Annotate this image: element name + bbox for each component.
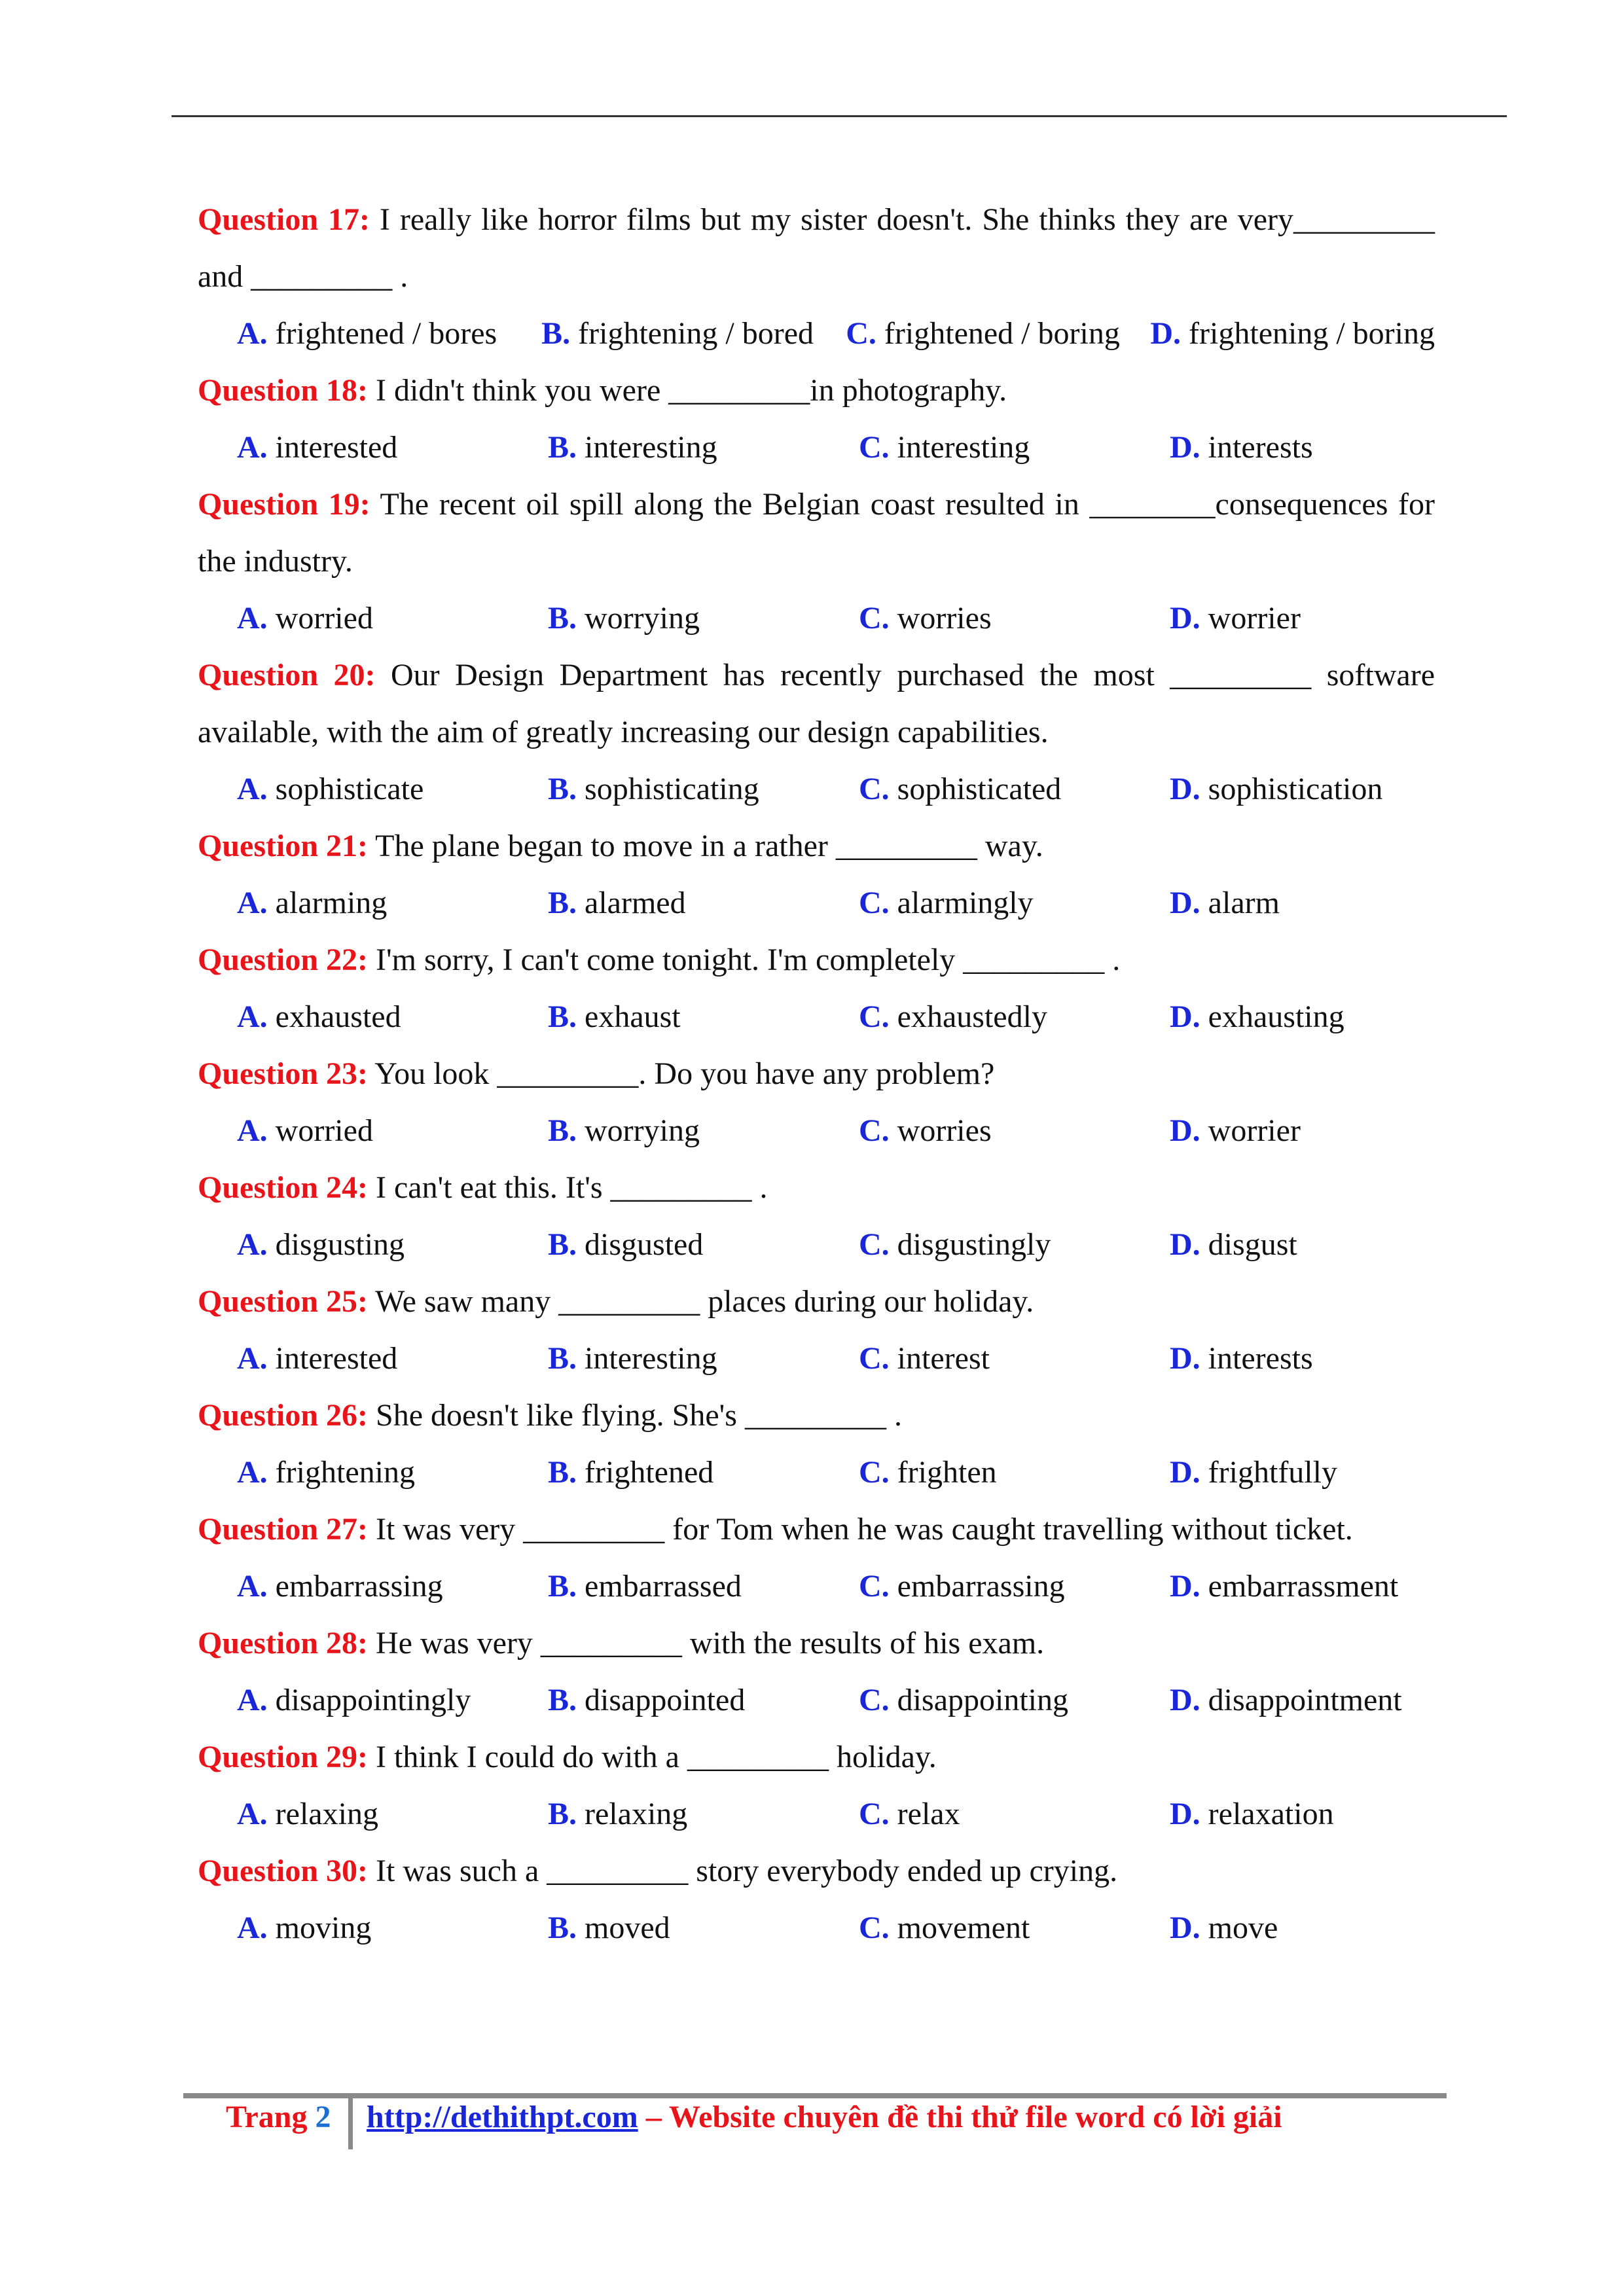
question-text: I really like horror films but my sister doesn't. She thinks they are very_________ and _________ . (198, 202, 1435, 294)
option-text: sophisticated (897, 772, 1062, 806)
question-number: Question 20: (198, 658, 376, 692)
option-letter: A. (237, 1113, 268, 1148)
answer-option[interactable] (1170, 1558, 1398, 1615)
option-letter: A. (237, 601, 268, 636)
question-text: I didn't think you were _________in photography. (376, 373, 1007, 408)
question-text: The recent oil spill along the Belgian coast resulted in ________consequences for the industry. (198, 487, 1435, 579)
option-text: disgust (1208, 1227, 1297, 1262)
option-letter: B. (548, 772, 577, 806)
option-letter: D. (1170, 601, 1200, 636)
option-text: moved (585, 1910, 670, 1945)
option-text: frightfully (1208, 1455, 1337, 1490)
option-letter: A. (237, 1341, 268, 1376)
answer-options (198, 1785, 1435, 1842)
answer-option[interactable] (237, 590, 548, 647)
question-stem (198, 476, 1435, 590)
option-text: worried (275, 601, 373, 636)
answer-option[interactable] (237, 761, 548, 817)
option-letter: D. (1170, 1683, 1200, 1717)
option-letter: D. (1170, 1797, 1200, 1831)
option-letter: A. (237, 1910, 268, 1945)
question-number: Question 27: (198, 1512, 369, 1547)
answer-option[interactable] (859, 1444, 1170, 1501)
answer-option[interactable] (237, 988, 548, 1045)
question-stem (198, 1045, 1435, 1102)
option-letter: C. (859, 1341, 890, 1376)
answer-option[interactable] (1170, 1330, 1313, 1387)
question-number: Question 23: (198, 1056, 369, 1091)
option-letter: C. (859, 1797, 890, 1831)
answer-option[interactable] (541, 305, 846, 362)
question-text: The plane began to move in a rather _________ way. (375, 829, 1043, 863)
option-text: interesting (585, 430, 717, 465)
page-label: Trang (226, 2100, 308, 2134)
question-block (198, 931, 1435, 1045)
option-text: relax (897, 1797, 960, 1831)
answer-option[interactable] (1170, 874, 1280, 931)
option-letter: B. (548, 430, 577, 465)
question-text: She doesn't like flying. She's _________ . (376, 1398, 902, 1433)
option-letter: B. (548, 1227, 577, 1262)
question-stem (198, 1387, 1435, 1444)
option-text: worries (897, 601, 992, 636)
question-stem (198, 931, 1435, 988)
option-letter: C. (859, 1455, 890, 1490)
answer-option[interactable] (237, 305, 541, 362)
option-letter: A. (237, 1455, 268, 1490)
answer-option[interactable] (1150, 305, 1435, 362)
option-text: disgusted (585, 1227, 704, 1262)
question-stem (198, 1159, 1435, 1216)
page-number: 2 (315, 2100, 331, 2134)
option-letter: B. (548, 1113, 577, 1148)
answer-option[interactable] (859, 874, 1170, 931)
option-letter: C. (859, 1569, 890, 1604)
option-text: exhaust (585, 999, 681, 1034)
option-letter: A. (237, 999, 268, 1034)
question-number: Question 18: (198, 373, 369, 408)
option-letter: A. (237, 430, 268, 465)
option-letter: B. (548, 1455, 577, 1490)
option-letter: A. (237, 1227, 268, 1262)
answer-option[interactable] (859, 590, 1170, 647)
answer-option[interactable] (548, 1785, 859, 1842)
option-text: interesting (897, 430, 1030, 465)
answer-options (198, 1444, 1435, 1501)
question-stem (198, 362, 1435, 419)
option-text: alarm (1208, 886, 1280, 920)
answer-option[interactable] (237, 1444, 548, 1501)
answer-option[interactable] (237, 1102, 548, 1159)
answer-option[interactable] (859, 1899, 1170, 1956)
website-link[interactable]: http://dethithpt.com (367, 2100, 638, 2134)
question-block (198, 1159, 1435, 1273)
question-stem (198, 647, 1435, 761)
option-letter: D. (1170, 430, 1200, 465)
answer-option[interactable] (548, 1672, 859, 1729)
option-text: worrying (585, 601, 700, 636)
question-number: Question 30: (198, 1854, 369, 1888)
question-block (198, 476, 1435, 647)
option-text: worrier (1208, 1113, 1301, 1148)
option-letter: C. (859, 1910, 890, 1945)
option-text: relaxing (585, 1797, 688, 1831)
question-number: Question 24: (198, 1170, 369, 1205)
question-text: It was very _________ for Tom when he was caught travelling without ticket. (376, 1512, 1353, 1547)
question-text: Our Design Department has recently purchased the most _________ software available, with the aim of greatly increasing our design capabilities. (198, 658, 1435, 749)
option-letter: C. (859, 886, 890, 920)
answer-option[interactable] (548, 1330, 859, 1387)
option-text: interested (275, 430, 398, 465)
option-text: frightening (275, 1455, 415, 1490)
option-letter: D. (1170, 999, 1200, 1034)
question-number: Question 26: (198, 1398, 369, 1433)
option-text: frightening / boring (1189, 316, 1435, 351)
answer-option[interactable] (1170, 1444, 1337, 1501)
option-letter: C. (859, 999, 890, 1034)
option-text: frightened / boring (884, 316, 1120, 351)
option-text: alarming (275, 886, 388, 920)
option-letter: D. (1150, 316, 1182, 351)
answer-option[interactable] (237, 1785, 548, 1842)
answer-option[interactable] (1170, 1216, 1297, 1273)
answer-option[interactable] (237, 1216, 548, 1273)
answer-option[interactable] (859, 1216, 1170, 1273)
answer-options (198, 1558, 1435, 1615)
answer-option[interactable] (859, 1558, 1170, 1615)
option-letter: A. (237, 316, 268, 351)
answer-options (198, 305, 1435, 362)
option-letter: C. (859, 601, 890, 636)
question-block (198, 1729, 1435, 1842)
question-block (198, 191, 1435, 362)
question-block (198, 1501, 1435, 1615)
answer-option[interactable] (548, 1558, 859, 1615)
option-text: disgusting (275, 1227, 405, 1262)
question-block (198, 1615, 1435, 1729)
option-text: sophisticating (585, 772, 759, 806)
question-text: I think I could do with a _________ holiday. (376, 1740, 937, 1774)
option-letter: D. (1170, 886, 1200, 920)
answer-option[interactable] (859, 988, 1170, 1045)
question-number: Question 21: (198, 829, 369, 863)
option-letter: B. (541, 316, 571, 351)
option-text: frightening / bored (578, 316, 814, 351)
option-text: alarmingly (897, 886, 1034, 920)
option-letter: B. (548, 1569, 577, 1604)
option-letter: B. (548, 1910, 577, 1945)
option-letter: B. (548, 999, 577, 1034)
option-letter: A. (237, 1569, 268, 1604)
footer-tagline: – Website chuyên đề thi thử file word có lời giải (638, 2100, 1282, 2134)
option-text: exhausted (275, 999, 401, 1034)
question-text: I'm sorry, I can't come tonight. I'm completely _________ . (376, 942, 1121, 977)
answer-option[interactable] (548, 1102, 859, 1159)
question-stem (198, 1729, 1435, 1785)
option-letter: D. (1170, 1341, 1200, 1376)
answer-options (198, 590, 1435, 647)
option-text: relaxation (1208, 1797, 1334, 1831)
option-text: worrier (1208, 601, 1301, 636)
answer-option[interactable] (237, 1899, 548, 1956)
option-text: moving (275, 1910, 372, 1945)
option-text: disappointing (897, 1683, 1068, 1717)
option-text: disappointed (585, 1683, 746, 1717)
answer-option[interactable] (237, 1672, 548, 1729)
footer-website (367, 2098, 1282, 2137)
option-text: frightened (585, 1455, 714, 1490)
answer-options (198, 1672, 1435, 1729)
option-text: move (1208, 1910, 1278, 1945)
option-text: disgustingly (897, 1227, 1051, 1262)
answer-option[interactable] (548, 590, 859, 647)
option-letter: C. (859, 1683, 890, 1717)
option-letter: D. (1170, 1569, 1200, 1604)
answer-option[interactable] (237, 419, 548, 476)
question-text: He was very _________ with the results of his exam. (376, 1626, 1045, 1660)
answer-option[interactable] (859, 1330, 1170, 1387)
answer-options (198, 1216, 1435, 1273)
answer-option[interactable] (237, 874, 548, 931)
option-letter: C. (859, 1113, 890, 1148)
question-number: Question 25: (198, 1284, 369, 1319)
option-text: worries (897, 1113, 992, 1148)
option-letter: B. (548, 1341, 577, 1376)
answer-option[interactable] (1170, 988, 1344, 1045)
question-block (198, 1273, 1435, 1387)
option-text: embarrassment (1208, 1569, 1399, 1604)
option-letter: B. (548, 601, 577, 636)
option-letter: B. (548, 1683, 577, 1717)
answer-option[interactable] (548, 761, 859, 817)
question-text: You look _________. Do you have any problem? (374, 1056, 995, 1091)
footer-divider (348, 2098, 353, 2149)
question-stem (198, 191, 1435, 305)
answer-options (198, 1102, 1435, 1159)
option-letter: D. (1170, 1113, 1200, 1148)
answer-option[interactable] (1170, 1102, 1301, 1159)
option-text: frighten (897, 1455, 997, 1490)
answer-option[interactable] (859, 1785, 1170, 1842)
option-text: interests (1208, 1341, 1313, 1376)
option-text: embarrassing (275, 1569, 443, 1604)
answer-options (198, 988, 1435, 1045)
option-text: alarmed (585, 886, 686, 920)
option-letter: A. (237, 772, 268, 806)
answer-options (198, 761, 1435, 817)
option-text: exhaustedly (897, 999, 1047, 1034)
option-letter: A. (237, 1797, 268, 1831)
option-text: embarrassing (897, 1569, 1065, 1604)
option-text: worrying (585, 1113, 700, 1148)
answer-option[interactable] (548, 1216, 859, 1273)
question-block (198, 1387, 1435, 1501)
question-stem (198, 1273, 1435, 1330)
answer-option[interactable] (859, 1102, 1170, 1159)
question-block (198, 647, 1435, 817)
option-letter: D. (1170, 1227, 1200, 1262)
question-text: I can't eat this. It's _________ . (376, 1170, 768, 1205)
option-text: disappointingly (275, 1683, 471, 1717)
answer-option[interactable] (859, 419, 1170, 476)
header-rule (171, 115, 1507, 117)
option-text: worried (275, 1113, 373, 1148)
question-list (198, 191, 1435, 1956)
option-letter: A. (237, 886, 268, 920)
option-letter: D. (1170, 1910, 1200, 1945)
question-stem (198, 1842, 1435, 1899)
answer-option[interactable] (548, 874, 859, 931)
answer-option[interactable] (1170, 419, 1313, 476)
answer-options (198, 1899, 1435, 1956)
option-text: frightened / bores (275, 316, 497, 351)
option-letter: A. (237, 1683, 268, 1717)
answer-option[interactable] (237, 1558, 548, 1615)
option-text: sophisticate (275, 772, 424, 806)
footer-page-number (226, 2098, 331, 2137)
answer-option[interactable] (859, 761, 1170, 817)
question-block (198, 1045, 1435, 1159)
answer-option[interactable] (237, 1330, 548, 1387)
option-text: exhausting (1208, 999, 1344, 1034)
answer-option[interactable] (859, 1672, 1170, 1729)
option-text: embarrassed (585, 1569, 742, 1604)
question-stem (198, 1501, 1435, 1558)
answer-option[interactable] (1170, 1785, 1334, 1842)
question-block (198, 817, 1435, 931)
option-letter: C. (859, 1227, 890, 1262)
question-block (198, 362, 1435, 476)
option-text: interests (1208, 430, 1313, 465)
question-stem (198, 817, 1435, 874)
option-letter: D. (1170, 1455, 1200, 1490)
answer-option[interactable] (548, 988, 859, 1045)
answer-option[interactable] (1170, 1899, 1278, 1956)
option-text: movement (897, 1910, 1030, 1945)
question-number: Question 22: (198, 942, 369, 977)
option-text: sophistication (1208, 772, 1383, 806)
option-letter: C. (846, 316, 876, 351)
option-letter: C. (859, 772, 890, 806)
answer-options (198, 1330, 1435, 1387)
answer-option[interactable] (548, 1444, 859, 1501)
option-letter: B. (548, 1797, 577, 1831)
question-stem (198, 1615, 1435, 1672)
option-text: interesting (585, 1341, 717, 1376)
question-text: We saw many _________ places during our holiday. (375, 1284, 1034, 1319)
answer-options (198, 419, 1435, 476)
answer-option[interactable] (548, 1899, 859, 1956)
option-letter: D. (1170, 772, 1200, 806)
option-letter: C. (859, 430, 890, 465)
question-number: Question 29: (198, 1740, 369, 1774)
option-text: interest (897, 1341, 990, 1376)
option-text: interested (275, 1341, 398, 1376)
answer-option[interactable] (1170, 590, 1301, 647)
option-text: relaxing (275, 1797, 378, 1831)
question-number: Question 28: (198, 1626, 369, 1660)
answer-option[interactable] (846, 305, 1150, 362)
answer-option[interactable] (1170, 1672, 1402, 1729)
question-text: It was such a _________ story everybody ended up crying. (376, 1854, 1118, 1888)
question-number: Question 17: (198, 202, 370, 237)
answer-options (198, 874, 1435, 931)
answer-option[interactable] (548, 419, 859, 476)
option-text: disappointment (1208, 1683, 1402, 1717)
question-block (198, 1842, 1435, 1956)
answer-option[interactable] (1170, 761, 1382, 817)
option-letter: B. (548, 886, 577, 920)
question-number: Question 19: (198, 487, 370, 522)
